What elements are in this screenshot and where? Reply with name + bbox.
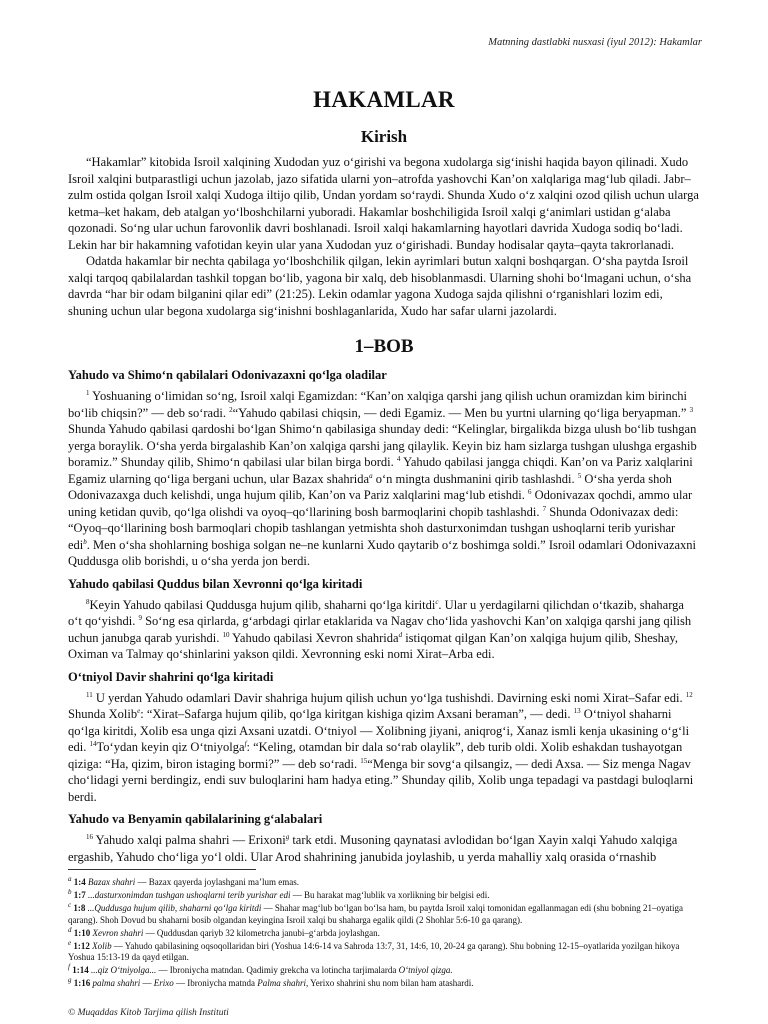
footnote-mark: e [68,938,72,947]
footnote-marker[interactable]: d [398,630,403,639]
verse-paragraph [68,597,700,663]
footnote-ref: 1:10 [73,927,91,938]
footnote-marker[interactable]: f [244,739,247,748]
footnote-ref: 1:12 [73,940,90,951]
footnote-text: — Ibroniycha matnda [176,978,255,989]
footnote-emphasis: O‘tniyol qizga. [398,965,453,976]
footnote-emphasis: Palma shahri [257,978,307,989]
footnote-ref: 1:14 [72,965,89,976]
verse-text: : “Keling, otamdan bir dala so‘rab olaylik”, deb turib oldi. Xolib eshakdan tushayotgan qiziga: “Ha, qizim, biron istaging bormi?” — deb so‘radi. [68,740,683,771]
verse-paragraph [68,832,700,865]
section-heading: Yahudo va Shimo‘n qabilalari Odonivazaxni qo‘lga oladilar [68,368,387,382]
footnote-emphasis: ...Quddusga hujum qilib, shaharni qo‘lga kiritdi [87,902,262,913]
verse-text: . Men o‘sha shohlarning boshiga solgan ne–ne kunlarni Xudo qaytarib o‘z boshimga soldi.” Isroil odamlari Odonivazaxni Quddusga olib borishdi, u o‘sha yerda jon berdi. [68,537,697,568]
verse-text: To‘ydan keyin qiz O‘tniyolga [96,740,245,754]
verse-text: Odonivazax qochdi, ammo ular uning ketidan quvib, qo‘lga olishdi va oyoq–qo‘llarining bosh barmoqlarini chopib tashlashdi. [68,488,693,519]
section-heading: O‘tniyol Davir shahrini qo‘lga kiritadi [68,669,274,684]
footnote-ref: 1:8 [73,902,86,913]
verse-number: 4 [396,454,401,463]
footnotes [68,877,700,991]
verse-number: 13 [573,706,581,715]
footnote [68,965,700,977]
intro-paragraph: Odatda hakamlar bir nechta qabilaga yo‘lboshchilik qilgan, lekin ayrimlari butun xalqni boshqargan. O‘sha paytda Isroil xalqi tarqoq qabilalardan tashkil topgan bo‘lib, yagona bir xalq, deb hisoblanmasdi. Ularning shohi bo‘lmagani uchun, o‘sha davrda “har bir odam bilganini qilar edi” (21:25). Lekin odamlar yagona Xudoga sajda qilishni o‘rganishlari lozim edi, shuning uchun ular begona xudolarga sig‘inishni boshlaganlarida, Xudo har safar ularni jazolardi. [68,254,692,318]
section-heading: Yahudo qabilasi Quddus bilan Xevronni qo‘lga kiritadi [68,576,363,591]
footnote-mark: a [68,875,72,883]
intro-paragraph: “Hakamlar” kitobida Isroil xalqining Xudodan yuz o‘girishi va begona xudolarga sig‘inishi haqida bayon qilinadi. Xudo Isroil xalqini butparastligi uchun jazolab, jazo sifatida ularni yon–atrofda yashovchi Kan’on xalqlariga mag‘lub qiladi. Jabr–zulm ostida qolgan Isroil xalqi Xudoga iltijo qilib, Undan yordam so‘raydi. Shunda Xudo o‘z xalqini ozod qilish uchun ularga ketma–ket hakam, deb atalgan yo‘lboshchilarni yuboradi. Hakamlar boshchiligida Isroil xalqi g‘animlari ustidan g‘alaba qozonadi. So‘ng ular uchun farovonlik davri boshlanadi. Isroil xalqi hakamlarning hayotlari davrida Xudoga sodiq bo‘ladi. Lekin har bir hakamning vafotidan keyin ular yana Xudodan yuz o‘girishadi. Bunday hodisalar qayta–qayta takrorlanadi. [68,155,699,252]
intro-title: Kirish [360,127,408,146]
footnote [68,900,700,926]
footnote-marker[interactable]: a [369,471,373,480]
verse-text: istiqomat qilgan Kan’on xalqiga hujum qilib, Sheshay, Oximan va Talmay qo‘shinlarini yakson qildi. Xevronning eski nomi Xirat–Arba edi. [68,630,678,661]
verse-number: 6 [527,487,532,496]
footnote-mark: b [68,887,72,896]
footnote [68,877,700,889]
footnote-text: — Yahudo qabilasining oqsoqollaridan biri (Yoshua 14:6-14 va Sahroda 13:7, 31, 14:6, 10, 20-24 ga qarang). Shu bobning 12-15–oyatlarida yozilgan hikoya Yoshua 15:13-19 da qayd etilgan. [68,940,680,963]
book-title: HAKAMLAR [313,87,455,112]
footnote-mark: g [68,976,72,985]
verse-number: 15 [360,756,368,765]
verse-text: Yahudo qabilasi Xevron shahrida [232,630,399,645]
footnote-emphasis: ...dasturxonimdan tushgan ushoqlarni terib yurishar edi [88,889,291,900]
chapter-title: 1–BOB [354,336,414,357]
footnote-text: — Bazax qayerda joylashgani ma’lum emas. [137,877,299,887]
verse-number: 10 [222,630,230,639]
verse-text: “Menga bir sovg‘a qilsangiz, — dedi Axsa. — Siz menga Nagav cho‘lidagi yerni berdingiz, endi suv buloqlarini ham hadya eting.” Shunday qilib, Xolib unga tepadagi va pastdagi buloqlarni berdi. [68,756,694,804]
footnote-text: — Ibroniycha matndan. Qadimiy grekcha va lotincha tarjimalarda [158,965,397,976]
footnote-text: — Quddusdan qariyb 32 kilometrcha janubi–g‘arbda joylashgan. [145,927,380,938]
verse-number: 9 [138,613,142,622]
footnote [68,978,700,990]
footnote-mark: d [68,925,72,934]
verse-number: 5 [577,471,582,480]
verse-number: 14 [89,739,97,748]
footnote-ref: 1:4 [73,877,86,887]
verse-text: “Yahudo qabilasi chiqsin, — dedi Egamiz. — Men bu yurtni ularning qo‘liga beryapman.” [232,405,687,420]
section-heading: Yahudo va Benyamin qabilalarining g‘alabalari [68,812,323,826]
verse-number: 3 [689,405,694,414]
footnote [68,887,700,902]
footnote-mark: f [68,963,70,972]
footnote-mark: c [68,900,72,909]
verse-text: tark etdi. Musoning qaynatasi avlodidan bo‘lgan Xayin xalqi Yahudo xalqiga ergashib, Yahudo cho‘liga yo‘l oldi. Ular Arod shahrining janubida joylashib, u yerda mahalliy xalq orasida o‘rnashib [68,833,678,864]
verse-number: 1 [86,388,90,397]
verse-number: 7 [542,504,547,513]
footnote-text: — Shahar mag‘lub bo‘lgan bo‘lsa ham, bu paytda Isroil xalqi tomonidan egallanmagan edi (shu bobning 21–oyatiga qarang). Shoh Dovud bu shaharni bosib olgandan keyingina Isroil xalqi bu shaharga egalik qildi (2 Shohlar 5:6-10 ga qarang). [68,902,684,925]
footnote-emphasis: Erixo [153,978,174,989]
footnote-emphasis: Bazax shahri [88,877,136,887]
verse-text: U yerdan Yahudo odamlari Davir shahriga hujum qilish uchun yo‘lga tushishdi. Davirning eski nomi Xirat–Safar edi. [95,690,683,705]
footnote [68,925,700,940]
footnote-marker[interactable]: e [137,706,141,715]
footnote-ref: 1:16 [73,978,91,989]
footnote-ref: 1:7 [73,889,86,900]
verse-text: . Ular u yerdagilarni qilichdan o‘tkazib, shaharga o‘t qo‘yishdi. [68,597,684,628]
verse-text: So‘ng esa qirlarda, g‘arbdagi qirlar etaklarida va Nagav cho‘lida yashovchi Kan’on xalqiga qarshi jang qilish uchun janubga qarab yurishdi. [68,614,692,645]
verse-text: o‘n mingta dushmanini qirib tashlashdi. [375,471,575,486]
footnote-text: — Bu harakat mag‘lublik va xorlikning bir belgisi edi. [292,889,490,900]
footnote-emphasis: Xevron shahri [92,927,144,938]
footnote-marker[interactable]: c [435,597,439,606]
footnote-emphasis: palma shahri [92,978,141,989]
verse-number: 8 [86,597,90,606]
footnote-divider [68,869,256,870]
verse-number: 11 [86,690,93,699]
footnote-text: — [142,978,152,989]
footnote-emphasis: ...qiz O‘tniyolga... [90,965,157,976]
verse-text: O‘sha yerda shoh Odonivazaxga duch kelishdi, unga hujum qilib, Kan’on va Pariz xalqlarini mag‘lub etishdi. [68,471,672,502]
verse-number: 16 [86,832,93,841]
footnote-marker[interactable]: g [285,832,290,841]
copyright-footer: © Muqaddas Kitob Tarjima qilish Instituti [68,1008,229,1018]
verse-text: : “Xirat–Safarga hujum qilib, qo‘lga kiritgan kishiga qizim Axsani beraman”, — dedi. [140,707,571,721]
verse-text: Yahudo qabilasi jangga chiqdi. Kan’on va Pariz xalqlarini Egamiz ularning qo‘liga bergani uchun, ular Bazax shahrida [68,455,693,486]
verse-number: 2 [229,405,233,414]
verse-text: Yoshuaning o‘limidan so‘ng, Isroil xalqi Egamizdan: “Kan’on xalqiga qarshi jang qilish uchun oramizdan kim birinchi bo‘lib chiqsin?” — deb so‘radi. [68,389,687,420]
verse-text: Keyin Yahudo qabilasi Quddusga hujum qilib, shaharni qo‘lga kiritdi [89,597,436,612]
verse-paragraph [68,690,700,806]
verse-text: O‘tniyol shaharni qo‘lga kiritdi, Xolib esa unga qizi Axsani uzatdi. O‘tniyol — Xolibning jiyani, aniqrog‘i, Xanaz ismli kenja ukasining o‘g‘li edi. [68,707,690,754]
main-text [68,84,700,865]
footnote-text: , Yerixo shahrini shu nom bilan ham atashardi. [306,978,474,989]
verse-paragraph [68,388,700,570]
running-head: Matnning dastlabki nusxasi (iyul 2012): Hakamlar [488,37,702,48]
footnote-emphasis: Xolib [92,940,112,951]
verse-text: Shunda Xolib [68,707,138,721]
verse-text: Yahudo xalqi palma shahri — Erixoni [95,833,286,847]
verse-text: Shunda Yahudo qabilasi qardoshi bo‘lgan Shimo‘n qabilasiga shunday dedi: “Kelinglar, birgalikda bizga ulush bo‘lib tushgan yerga boraylik. O‘sha yerda birgalashib Kan’on xalqiga qarshi jang qilaylik. Keyin biz ham sizlarga tushgan ulushga ergashib boramiz.” Shunday qilib, Shimo‘n qabilasi ular bilan birga bordi. [68,422,697,469]
verse-number: 12 [685,690,693,699]
footnote-marker[interactable]: b [83,537,87,546]
verse-text: Shunda Odonivazax dedi: “Oyoq–qo‘llarining bosh barmoqlari chopib tashlangan yetmishta shoh dasturxonimdan tushgan ushoqlarni terib yurishar edi [68,504,679,552]
footnote [68,938,700,964]
